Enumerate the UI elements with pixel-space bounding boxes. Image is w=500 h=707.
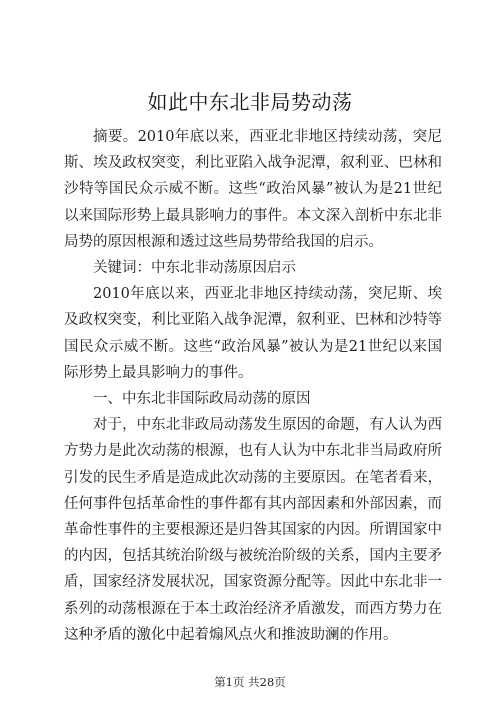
document-title: 如此中东北非局势动荡 — [147, 90, 353, 114]
section-heading: 一、中东北非国际政局动荡的原因 — [93, 391, 311, 408]
keywords-paragraph: 关键词：中东北非动荡原因启示 — [93, 260, 296, 277]
abstract-paragraph: 摘要。2010年底以来，西亚北非地区持续动荡，突尼斯、埃及政权突变，利比亚陷入战争泥潭，叙利亚、巴林和沙特等国民众示威不断。这些“政治风暴”被认为是21世纪以来国际形势上最具影响力的事件。本文深入剖析中东北非局势的原因根源和透过这些局势带给我国的启示。 — [64, 129, 442, 250]
intro-paragraph: 2010年底以来，西亚北非地区持续动荡，突尼斯、埃及政权突变，利比亚陷入战争泥潭，叙利亚、巴林和沙特等国民众示威不断。这些“政治风暴”被认为是21世纪以来国际形势上最具影响力的事件。 — [64, 286, 442, 381]
page-footer: 第1页 共28页 — [214, 675, 286, 689]
body-paragraph: 对于，中东北非政局动荡发生原因的命题，有人认为西方势力是此次动荡的根源，也有人认为中东北非当局政府所引发的民生矛盾是造成此次动荡的主要原因。在笔者看来，任何事件包括革命性的事件都有其内部因素和外部因素，而革命性事件的主要根源还是归咎其国家的内因。所谓国家中的内因，包括其统治阶级与被统治阶级的关系，国内主要矛盾，国家经济发展状况，国家资源分配等。因此中东北非一系列的动荡根源在于本土政治经济矛盾激发，而西方势力在这种矛盾的激化中起着煽风点火和推波助澜的作用。 — [64, 417, 442, 643]
document-body — [64, 124, 442, 648]
